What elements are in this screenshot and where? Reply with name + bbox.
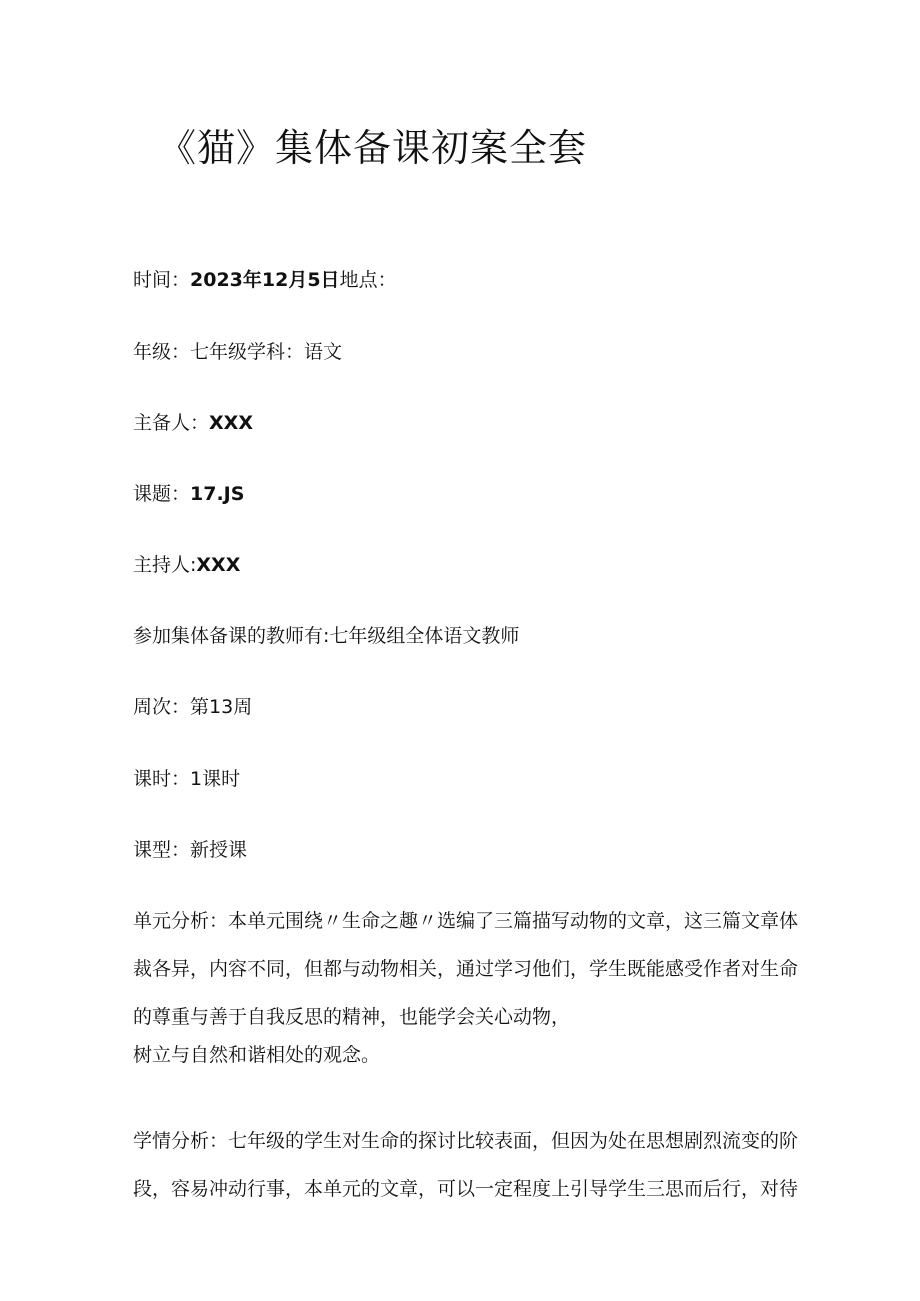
lead-value: XXX bbox=[209, 412, 253, 434]
student-analysis-paragraph bbox=[133, 1117, 797, 1213]
topic-label: 课题： bbox=[133, 483, 191, 505]
unit-analysis-line: 裁各异，内容不同，但都与动物相关，通过学习他们，学生既能感受作者对生命 bbox=[133, 958, 799, 980]
student-analysis-line: 段，容易冲动行事，本单元的文章，可以一定程度上引导学生三思而后行，对待 bbox=[133, 1178, 799, 1200]
week-value: 第13周 bbox=[190, 696, 253, 718]
topic-line bbox=[133, 480, 244, 508]
unit-analysis-paragraph bbox=[133, 897, 797, 1079]
host-label: 主持人: bbox=[133, 554, 197, 576]
unit-analysis-line: 单元分析：本单元围绕〃生命之趣〃选编了三篇描写动物的文章，这三篇文章体 bbox=[133, 910, 799, 932]
unit-analysis-line: 树立与自然和谐相处的观念。 bbox=[133, 1044, 381, 1066]
type-value: 新授课 bbox=[190, 839, 248, 861]
teachers-value: 七年级组全体语文教师 bbox=[329, 625, 520, 647]
hours-label: 课时： bbox=[133, 768, 191, 790]
lesson-type-line bbox=[133, 836, 247, 864]
subject-value: 语文 bbox=[304, 341, 343, 363]
time-value: 2023年12月5日 bbox=[190, 269, 340, 291]
time-label: 时间： bbox=[133, 269, 191, 291]
grade-value: 七年级 bbox=[190, 341, 248, 363]
document-title: 《猫》集体备课初案全套 bbox=[158, 126, 588, 170]
class-hours-line bbox=[133, 765, 240, 793]
time-place-line bbox=[133, 266, 397, 294]
host-value: XXX bbox=[196, 554, 241, 576]
subject-label: 学科： bbox=[247, 341, 305, 363]
host-line bbox=[133, 551, 240, 579]
week-line bbox=[133, 693, 252, 721]
teachers-label: 参加集体备课的教师有: bbox=[133, 625, 330, 647]
teachers-line bbox=[133, 622, 519, 650]
grade-label: 年级： bbox=[133, 341, 191, 363]
unit-analysis-line: 的尊重与善于自我反思的精神，也能学会关心动物， bbox=[133, 1006, 571, 1028]
lead-label: 主备人： bbox=[133, 412, 210, 434]
topic-value: 17.JS bbox=[190, 483, 245, 505]
lead-preparer-line bbox=[133, 409, 253, 437]
place-label: 地点： bbox=[339, 269, 397, 291]
student-analysis-line: 学情分析：七年级的学生对生命的探讨比较表面，但因为处在思想剧烈流变的阶 bbox=[133, 1130, 799, 1152]
week-label: 周次： bbox=[133, 696, 191, 718]
hours-value: 1课时 bbox=[190, 768, 241, 790]
type-label: 课型： bbox=[133, 839, 191, 861]
grade-subject-line bbox=[133, 338, 342, 366]
